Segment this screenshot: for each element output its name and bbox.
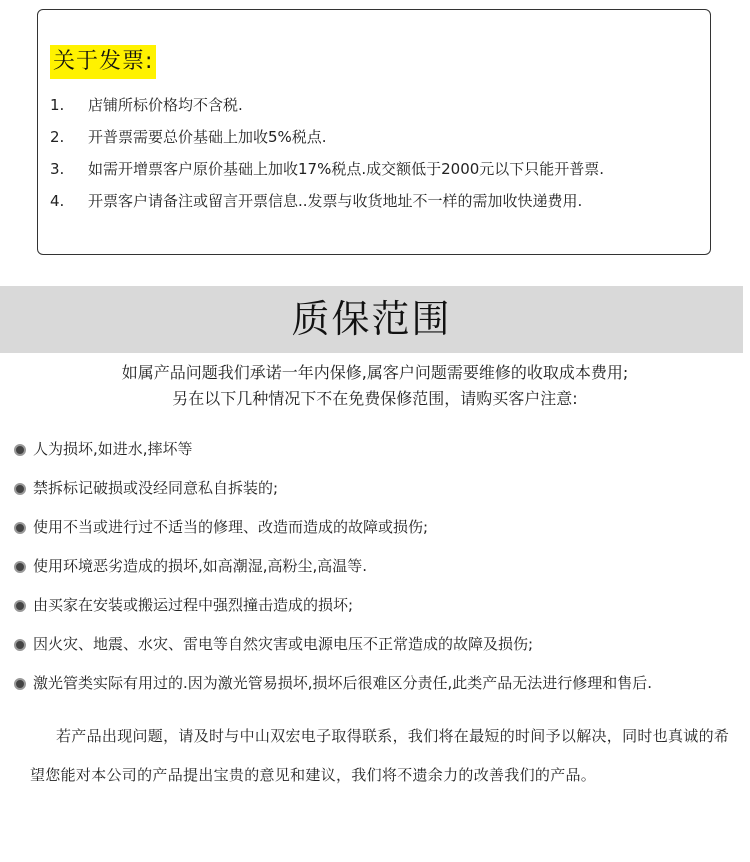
invoice-item-number: 3. <box>50 160 65 178</box>
exclusion-text: 禁拆标记破损或没经同意私自拆装的; <box>33 479 279 497</box>
list-item <box>14 586 652 625</box>
exclusion-text: 因火灾、地震、水灾、雷电等自然灾害或电源电压不正常造成的故障及损伤; <box>33 635 534 653</box>
invoice-item <box>50 121 604 153</box>
invoice-item <box>50 89 604 121</box>
bullet-icon <box>14 639 26 651</box>
invoice-item <box>50 153 604 185</box>
exclusion-text: 由买家在安装或搬运过程中强烈撞击造成的损坏; <box>33 596 354 614</box>
invoice-item-text: 如需开增票客户原价基础上加收17%税点.成交额低于2000元以下只能开普票. <box>88 160 605 178</box>
bullet-icon <box>14 678 26 690</box>
invoice-item-number: 4. <box>50 192 65 210</box>
bullet-icon <box>14 444 26 456</box>
list-item <box>14 469 652 508</box>
warranty-banner <box>0 286 743 353</box>
invoice-item-number: 2. <box>50 128 65 146</box>
warranty-intro-line1: 如属产品问题我们承诺一年内保修,属客户问题需要维修的收取成本费用; <box>121 363 629 382</box>
list-item <box>14 664 652 703</box>
list-item <box>14 508 652 547</box>
exclusion-text: 使用环境恶劣造成的损坏,如高潮湿,高粉尘,高温等. <box>33 557 368 575</box>
list-item <box>14 625 652 664</box>
invoice-item-number: 1. <box>50 96 65 114</box>
exclusion-text: 激光管类实际有用过的.因为激光管易损坏,损坏后很难区分责任,此类产品无法进行修理和售后. <box>33 674 653 692</box>
warranty-title: 质保范围 <box>291 297 452 341</box>
invoice-item <box>50 185 604 217</box>
exclusion-text: 人为损坏,如进水,摔坏等 <box>33 440 193 458</box>
list-item <box>14 430 652 469</box>
warranty-exclusion-list <box>14 430 652 703</box>
invoice-item-text: 开票客户请备注或留言开票信息..发票与收货地址不一样的需加收快递费用. <box>88 192 583 210</box>
invoice-item-text: 开普票需要总价基础上加收5%税点. <box>88 128 327 146</box>
closing-paragraph: 若产品出现问题，请及时与中山双宏电子取得联系，我们将在最短的时间予以解决，同时也真诚的希望您能对本公司的产品提出宝贵的意见和建议，我们将不遗余力的改善我们的产品。 <box>30 727 730 784</box>
bullet-icon <box>14 522 26 534</box>
bullet-icon <box>14 483 26 495</box>
bullet-icon <box>14 561 26 573</box>
invoice-title: 关于发票: <box>50 45 156 79</box>
invoice-notice-box <box>37 9 711 255</box>
bullet-icon <box>14 600 26 612</box>
invoice-list <box>50 89 604 217</box>
list-item <box>14 547 652 586</box>
exclusion-text: 使用不当或进行过不适当的修理、改造而造成的故障或损伤; <box>33 518 429 536</box>
invoice-item-text: 店铺所标价格均不含税. <box>88 96 243 114</box>
warranty-intro-line2: 另在以下几种情况下不在免费保修范围，请购买客户注意: <box>172 389 578 408</box>
